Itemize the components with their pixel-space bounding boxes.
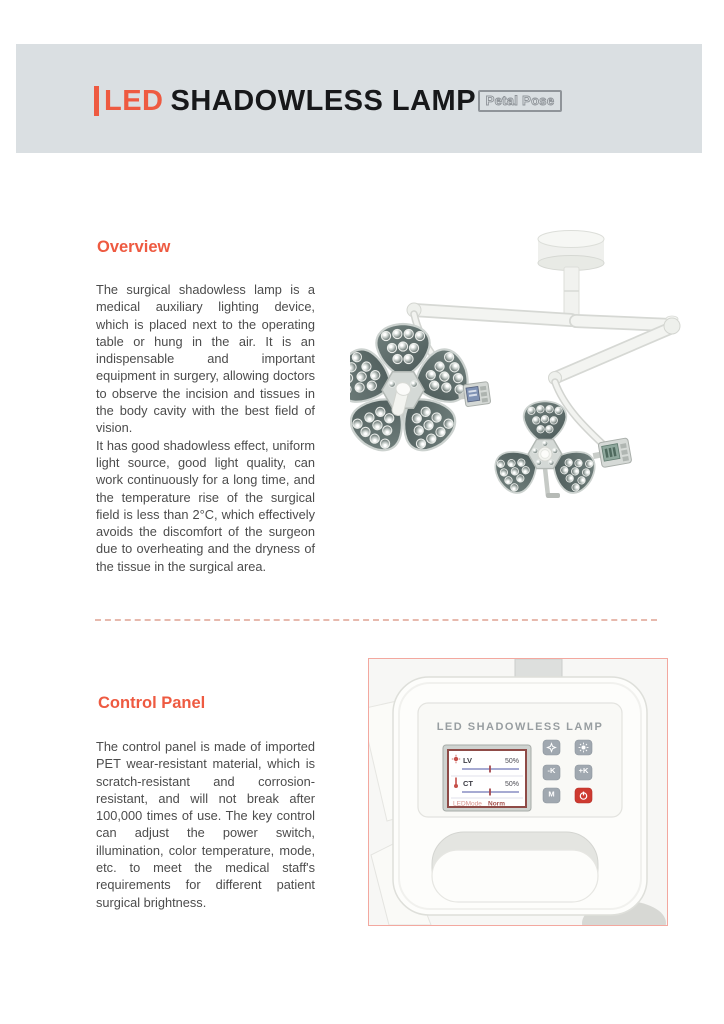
title-accent-bar: [94, 86, 99, 116]
overview-heading: Overview: [97, 238, 171, 256]
panel-mount-post: [515, 659, 562, 679]
brightness-up-button[interactable]: [575, 740, 592, 755]
control-panel-paragraph: The control panel is made of imported PET wear-resistant material, which is scratch-resistant and corrosion-resistant, and will not break after 100,000 times of use. The key control can adjust the power switch, illumination, color temperature, mode, etc. to meet the medical staff's requirements for different patient surgical brightness.: [96, 739, 315, 910]
color-temp-minus-button[interactable]: [543, 765, 560, 780]
large-lamp-head: [350, 324, 474, 459]
ceiling-lamp-illustration: [350, 225, 712, 560]
control-panel-photo: [369, 659, 667, 925]
lcd-display: [443, 745, 531, 811]
color-temp-label: CT: [463, 779, 473, 788]
brightness-label: LV: [463, 756, 473, 765]
page-title: [104, 85, 476, 118]
dashed-divider: [95, 619, 657, 621]
mode-label: M: [548, 789, 555, 799]
control-panel-text: [96, 738, 315, 911]
control-panel-heading: Control Panel: [98, 694, 206, 712]
panel-handle: [432, 832, 598, 902]
color-temp-plus-button[interactable]: [575, 765, 592, 780]
ceiling-canopy: [538, 231, 604, 326]
lcd-mode-value: Norm: [488, 800, 505, 808]
lcd-mode-label: LEDMode: [453, 800, 482, 808]
brightness-down-button[interactable]: [543, 740, 560, 755]
page-title-rest: SHADOWLESS LAMP: [170, 85, 477, 117]
mode-button[interactable]: [543, 788, 560, 803]
minus-k-label: -K: [547, 766, 556, 775]
overview-paragraph-2: It has good shadowless effect, uniform light source, good light quality, can work continuously for a long time, and the temperature rise of the surgical field is less than 2°C, which effectively avoids the discomfort of the surgeon due to overheating and the dryness of the tissue in the surgical area.: [96, 437, 315, 574]
power-button[interactable]: [575, 788, 592, 803]
color-temp-value: 50%: [504, 781, 519, 788]
sun-bright-icon: [579, 743, 589, 753]
small-lamp-head: [489, 401, 602, 499]
brightness-value: 50%: [504, 758, 519, 765]
page-title-led: LED: [104, 85, 164, 117]
plus-k-label: +K: [578, 766, 589, 775]
overview-text: [96, 281, 315, 575]
petal-pose-badge: Petal Pose: [478, 90, 562, 112]
header-band: [16, 44, 702, 153]
overview-paragraph-1: The surgical shadowless lamp is a medical auxiliary lighting device, which is placed next to the operating table or hung in the air. It is an indispensable and important equipment in surgery, allowing doctors to observe the incision and tissues in the body cavity with the best field of vision.: [96, 282, 315, 436]
control-panel-photo-frame: [368, 658, 668, 926]
panel-title: LED SHADOWLESS LAMP: [436, 721, 604, 733]
